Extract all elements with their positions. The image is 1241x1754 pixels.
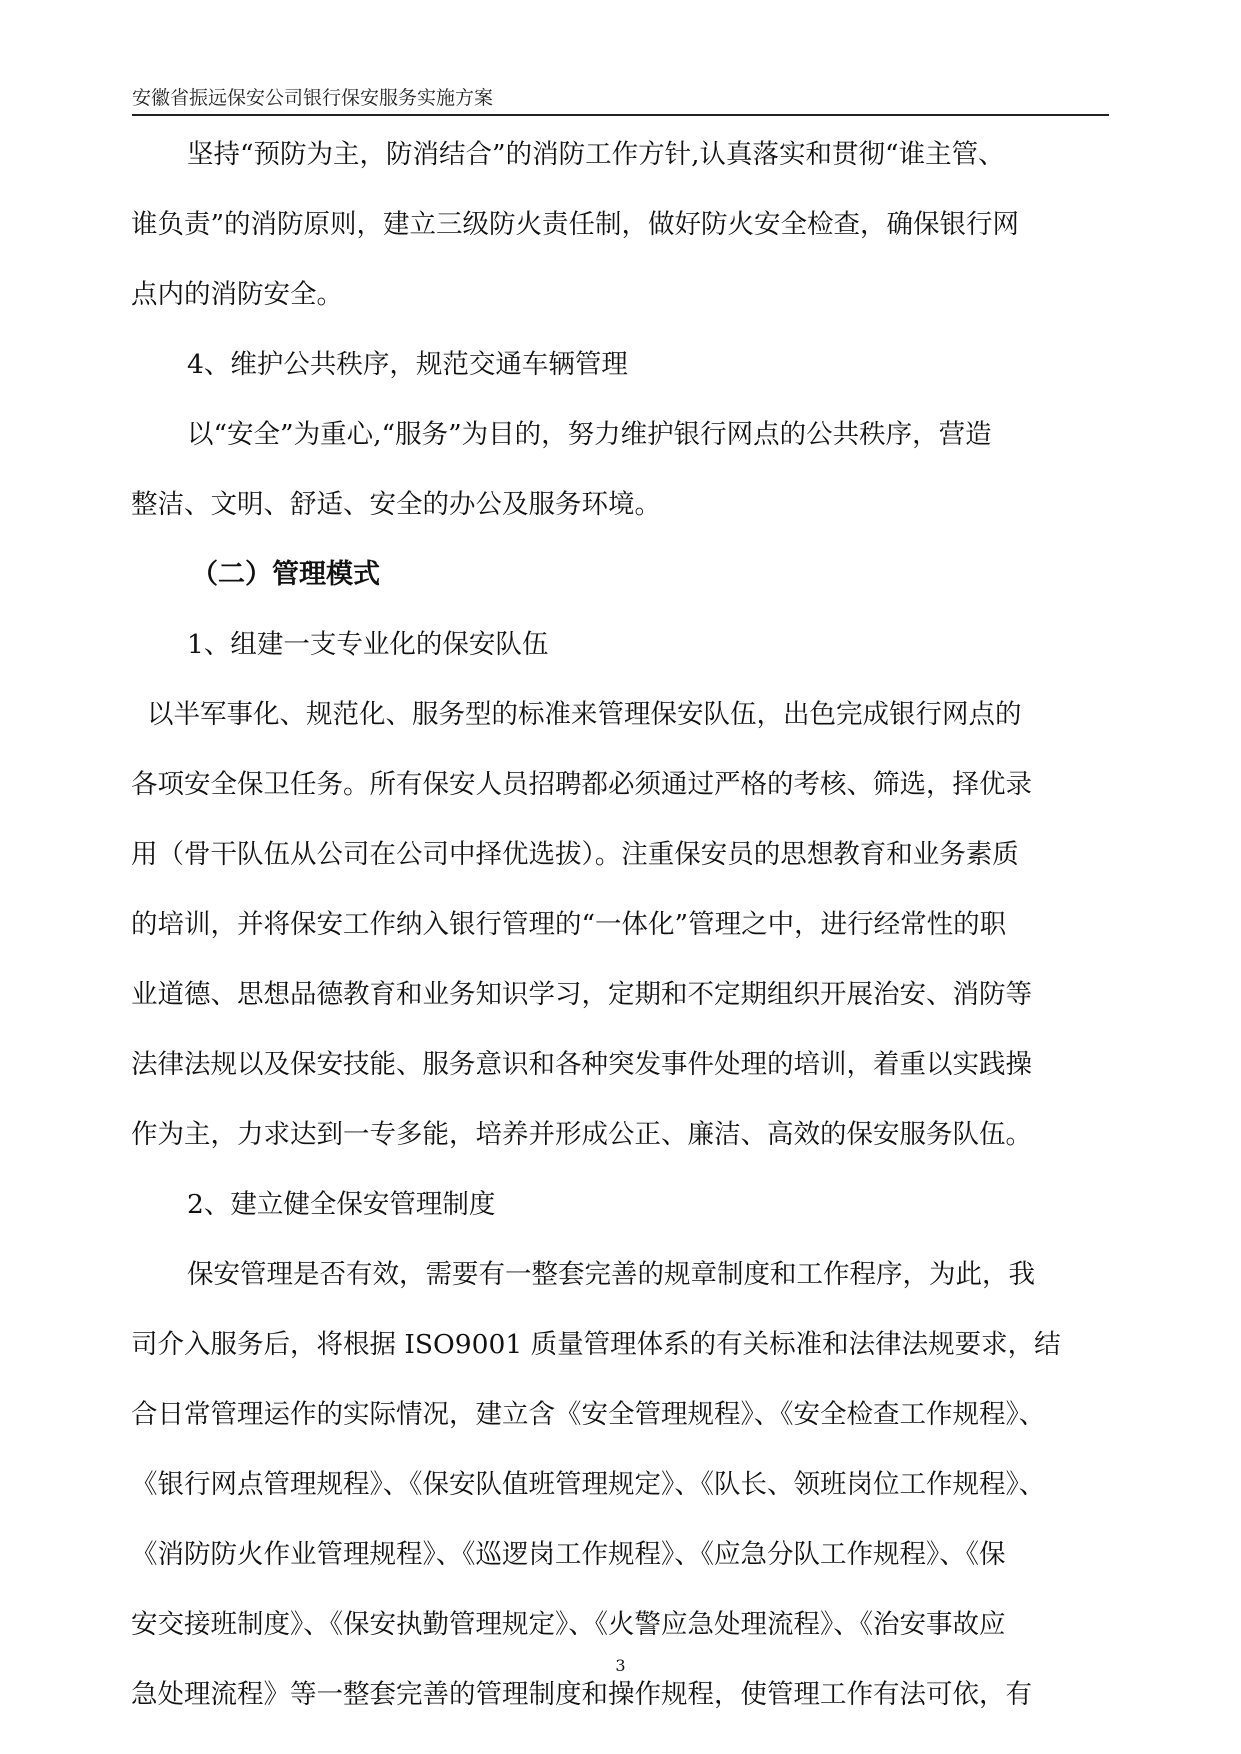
paragraph-line: 各项安全保卫任务。所有保安人员招聘都必须通过严格的考核、筛选，择优录 <box>131 769 1032 800</box>
paragraph-line: 谁负责”的消防原则，建立三级防火责任制，做好防火安全检查，确保银行网 <box>131 209 1020 240</box>
paragraph-line: 点内的消防安全。 <box>131 279 343 310</box>
page-header <box>132 86 1109 116</box>
paragraph-line: 用（骨干队伍从公司在公司中择优选拔）。注重保安员的思想教育和业务素质 <box>131 839 1019 870</box>
paragraph-line: 以半军事化、规范化、服务型的标准来管理保安队伍，出色完成银行网点的 <box>147 699 1022 730</box>
paragraph-line: 急处理流程》等一整套完善的管理制度和操作规程，使管理工作有法可依，有 <box>131 1679 1032 1710</box>
subheading-security-team: 1、组建一支专业化的保安队伍 <box>187 629 549 660</box>
paragraph-line: 《消防防火作业管理规程》、《巡逻岗工作规程》、《应急分队工作规程》、《保 <box>131 1539 1006 1570</box>
document-title: 安徽省振远保安公司银行保安服务实施方案 <box>132 87 494 109</box>
paragraph-line: 坚持“预防为主，防消结合”的消防工作方针,认真落实和贯彻“谁主管、 <box>187 139 1005 170</box>
paragraph-line: 司介入服务后，将根据 ISO9001 质量管理体系的有关标准和法律法规要求，结 <box>131 1329 1061 1360</box>
paragraph-line: 合日常管理运作的实际情况，建立含《安全管理规程》、《安全检查工作规程》、 <box>131 1399 1046 1430</box>
paragraph-line: 《银行网点管理规程》、《保安队值班管理规定》、《队长、领班岗位工作规程》、 <box>131 1469 1046 1500</box>
section-heading-management-mode: （二）管理模式 <box>191 559 380 590</box>
paragraph-line: 作为主，力求达到一专多能，培养并形成公正、廉洁、高效的保安服务队伍。 <box>131 1119 1032 1150</box>
paragraph-line: 法律法规以及保安技能、服务意识和各种突发事件处理的培训，着重以实践操 <box>131 1049 1032 1080</box>
paragraph-line: 以“安全”为重心,“服务”为目的，努力维护银行网点的公共秩序，营造 <box>187 419 992 450</box>
paragraph-line: 安交接班制度》、《保安执勤管理规定》、《火警应急处理流程》、《治安事故应 <box>131 1609 1006 1640</box>
body-text <box>131 120 1109 1730</box>
subheading-public-order: 4、维护公共秩序，规范交通车辆管理 <box>187 349 628 380</box>
page-number: 3 <box>615 1656 626 1675</box>
paragraph-line: 保安管理是否有效，需要有一整套完善的规章制度和工作程序，为此，我 <box>187 1259 1035 1290</box>
paragraph-line: 业道德、思想品德教育和业务知识学习，定期和不定期组织开展治安、消防等 <box>131 979 1032 1010</box>
paragraph-line: 整洁、文明、舒适、安全的办公及服务环境。 <box>131 489 661 520</box>
paragraph-line: 的培训，并将保安工作纳入银行管理的“一体化”管理之中，进行经常性的职 <box>131 909 1007 940</box>
subheading-management-system: 2、建立健全保安管理制度 <box>187 1189 496 1220</box>
